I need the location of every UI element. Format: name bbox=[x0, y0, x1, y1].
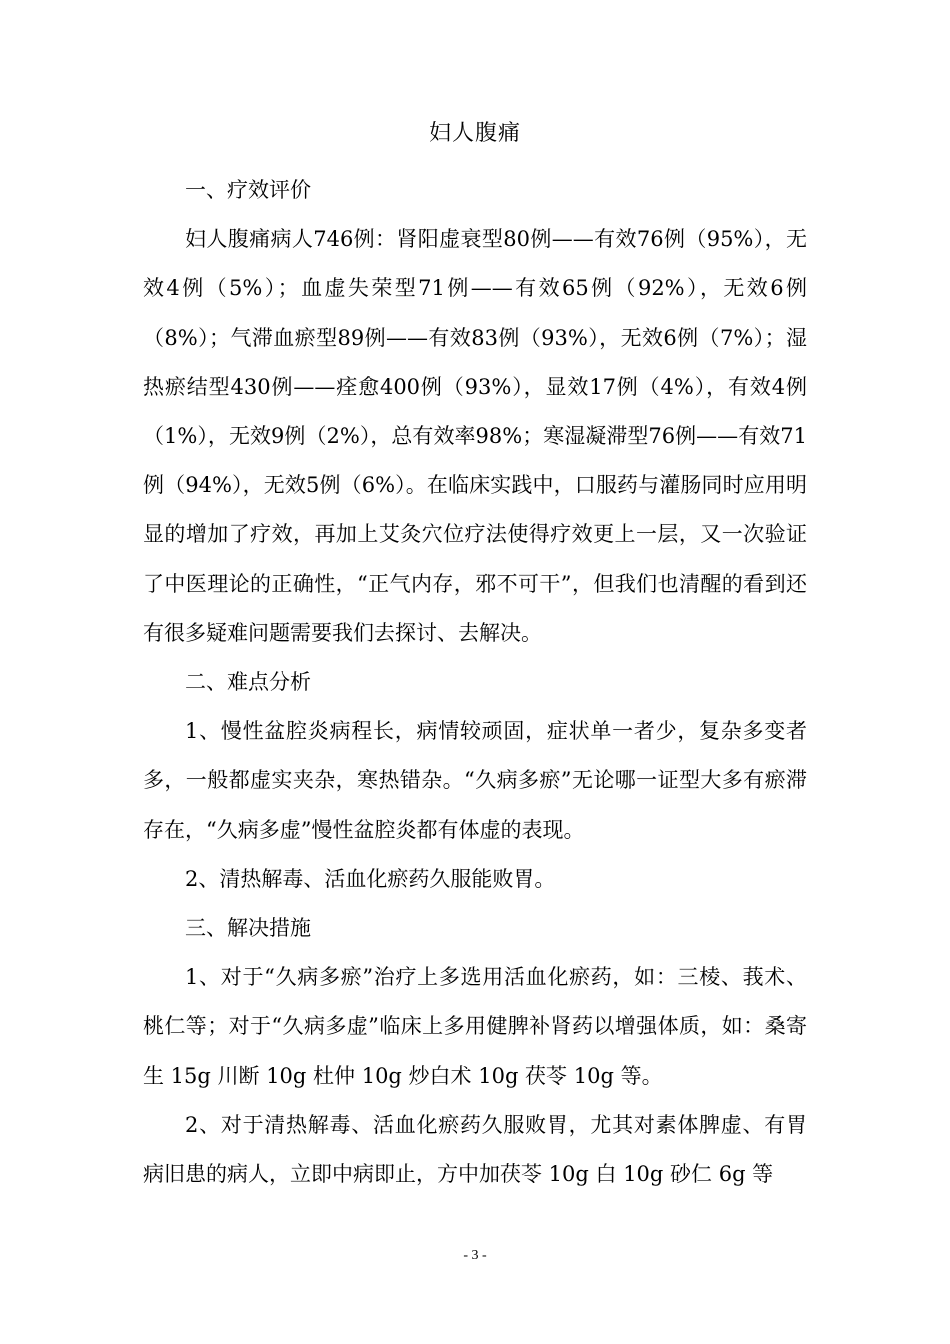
page-title: 妇人腹痛 bbox=[428, 121, 521, 146]
section2-point2: 2、清热解毒、活血化瘀药久服能败胃。 bbox=[185, 866, 556, 891]
section2-heading: 二、难点分析 bbox=[185, 670, 311, 695]
section1-heading: 一、疗效评价 bbox=[185, 178, 311, 202]
page-number: - 3 - bbox=[463, 1248, 487, 1263]
section3-point2: 2、对于清热解毒、活血化瘀药久服败胃，尤其对素体脾虚、有胃病旧患的病人，立即中病即止，方中加茯苓 10g 白 10g 砂仁 6g 等 bbox=[143, 1112, 807, 1187]
section2-point1: 1、慢性盆腔炎病程长，病情较顽固，症状单一者少，复杂多变者多，一般都虚实夹杂，寒热错杂。“久病多瘀”无论哪一证型大多有瘀滞存在，“久病多虚”慢性盆腔炎都有体虚的表现。 bbox=[143, 719, 807, 842]
section1-paragraph: 妇人腹痛病人746例：肾阳虚衰型80例——有效76例（95%），无效4例（5%）；血虚失荣型71例——有效65例（92%），无效6例（8%）；气滞血瘀型89例——有效83例（93%），无效6例（7%）；湿热瘀结型430例——痊愈400例（93%），显效17例（4%），有效4例（1%），无效9例（2%），总有效率98%；寒湿凝滞型76例——有效71例（94%），无效5例（6%）。在临床实践中，口服药与灌肠同时应用明显的增加了疗效，再加上艾灸穴位疗法使得疗效更上一层，又一次验证了中医理论的正确性，“正气内存，邪不可干”，但我们也清醒的看到还有很多疑难问题需要我们去探讨、去解决。 bbox=[143, 227, 807, 645]
document-body bbox=[143, 166, 807, 1199]
section3-point1: 1、对于“久病多瘀”治疗上多选用活血化瘀药，如：三棱、莪术、桃仁等；对于“久病多虚”临床上多用健脾补肾药以增强体质，如：桑寄生 15g 川断 10g 杜仲 10g 炒白术 10g 茯苓 10g 等。 bbox=[143, 965, 807, 1088]
section3-heading: 三、解决措施 bbox=[185, 916, 311, 941]
